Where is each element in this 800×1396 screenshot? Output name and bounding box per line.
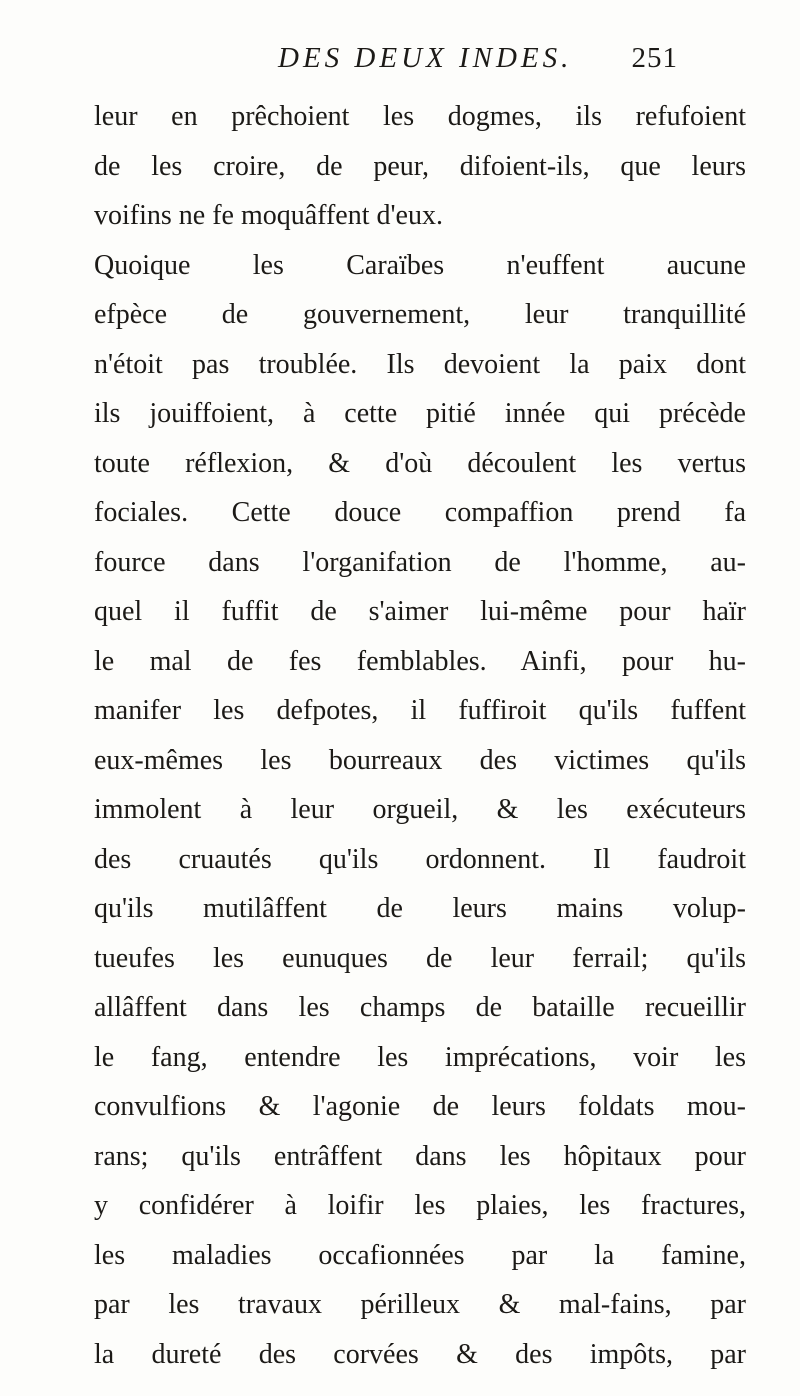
text-line: manifer les defpotes, il fuffiroit qu'ils fuffent [94, 695, 746, 726]
text-line: le mal de fes femblables. Ainfi, pour hu- [94, 645, 746, 677]
text-line: allâffent dans les champs de bataille recueillir [94, 992, 746, 1023]
page-number: 251 [631, 42, 678, 74]
text-line: les maladies occafionnées par la famine, [94, 1239, 746, 1271]
text-line: des cruautés qu'ils ordonnent. Il faudroit [94, 843, 746, 875]
text-line: n'étoit pas troublée. Ils devoient la paix dont [94, 348, 746, 380]
text-line: par les travaux périlleux & mal-fains, par [94, 1289, 746, 1320]
text-line: rans; qu'ils entrâffent dans les hôpitaux pour [94, 1140, 746, 1172]
text-line: toute réflexion, & d'où découlent les vertus [94, 447, 746, 479]
running-head [278, 42, 678, 82]
text-line: le fang, entendre les imprécations, voir les [94, 1041, 746, 1073]
text-line: tueufes les eunuques de leur ferrail; qu'ils [94, 942, 746, 974]
text-line: de les croire, de peur, difoient-ils, que leurs [94, 150, 746, 182]
text-line: voifins ne fe moquâffent d'eux. [94, 200, 443, 231]
paragraph-start-line: Quoique les Caraïbes n'euffent aucune [94, 249, 746, 281]
text-line: y confidérer à loifir les plaies, les fractures, [94, 1190, 746, 1221]
text-line: eux-mêmes les bourreaux des victimes qu'ils [94, 744, 746, 776]
running-head-title: DES DEUX INDES. [278, 42, 573, 74]
text-line: fource dans l'organifation de l'homme, au- [94, 546, 746, 578]
text-line: efpèce de gouvernement, leur tranquillité [94, 299, 746, 330]
text-line: immolent à leur orgueil, & les exécuteurs [94, 794, 746, 825]
text-line: convulfions & l'agonie de leurs foldats mou- [94, 1091, 746, 1122]
text-line: quel il fuffit de s'aimer lui-même pour haïr [94, 596, 746, 627]
body-text [94, 92, 746, 1379]
text-line: la dureté des corvées & des impôts, par [94, 1338, 746, 1370]
text-line: ils jouiffoient, à cette pitié innée qui précède [94, 398, 746, 429]
text-line: fociales. Cette douce compaffion prend fa [94, 497, 746, 528]
text-line: qu'ils mutilâffent de leurs mains volup- [94, 893, 746, 924]
text-line: leur en prêchoient les dogmes, ils refufoient [94, 101, 746, 132]
